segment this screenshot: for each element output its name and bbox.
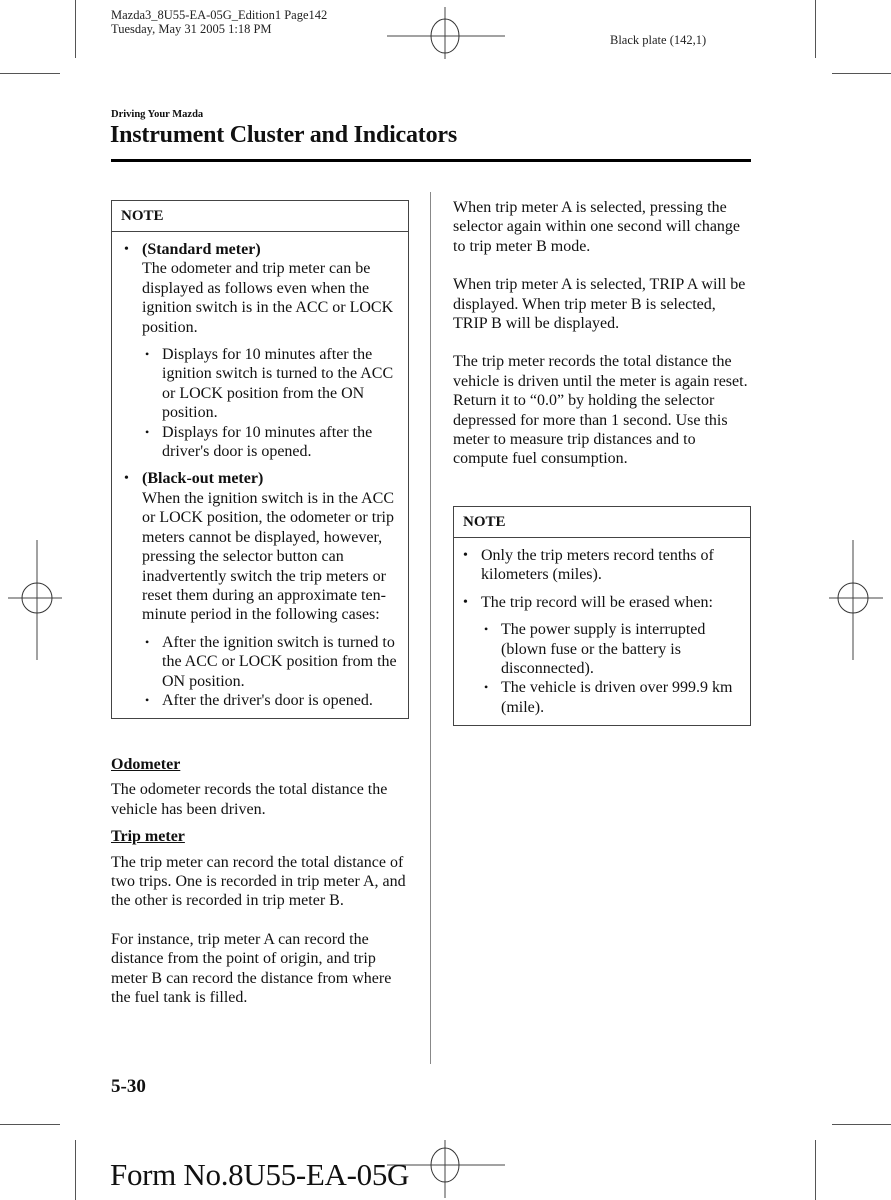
bullet-icon: •	[484, 622, 489, 637]
bullet-icon: •	[145, 692, 150, 707]
note-item-blackout-meter	[124, 469, 398, 710]
trip-meter-paragraph: The trip meter can record the total distance of two trips. One is recorded in trip meter A, and the other is recorded in trip meter B.	[111, 853, 406, 910]
bullet-icon: •	[124, 471, 129, 487]
right-paragraph: When trip meter A is selected, TRIP A will be displayed. When trip meter B is selected, TRIP B will be displayed.	[453, 276, 746, 333]
note-box-meters	[111, 200, 409, 719]
bullet-icon: •	[124, 242, 129, 257]
print-header-plate: Black plate (142,1)	[610, 33, 707, 47]
crop-mark-left-bottom	[0, 1124, 60, 1125]
note-heading: NOTE	[112, 201, 408, 232]
crop-mark-top-left	[75, 0, 76, 58]
bullet-icon: •	[463, 548, 468, 563]
print-header-file: Mazda3_8U55-EA-05G_Edition1 Page142	[111, 8, 328, 22]
odometer-text: The odometer records the total distance the vehicle has been driven.	[111, 781, 388, 818]
print-header-date: Tuesday, May 31 2005 1:18 PM	[111, 22, 272, 36]
right-paragraph: The trip meter records the total distance the vehicle is driven until the meter is again reset. Return it to “0.0” by holding the selector depressed for more than 1 second. Use this meter to measure trip distances and to compute fuel consumption.	[453, 353, 748, 468]
trip-meter-heading: Trip meter	[111, 828, 185, 846]
title-rule	[111, 159, 751, 162]
note-sub-item: • After the ignition switch is turned to the ACC or LOCK position from the ON position.	[145, 633, 397, 690]
note-sub-item: • The power supply is interrupted (blown fuse or the battery is disconnected).	[484, 621, 706, 678]
right-body	[453, 198, 753, 469]
odometer-heading: Odometer	[111, 756, 181, 773]
note-sub-item: • Displays for 10 minutes after the ignition switch is turned to the ACC or LOCK position from the ON position.	[145, 346, 394, 422]
section-label: Driving Your Mazda	[111, 109, 204, 120]
crop-mark-left-top	[0, 73, 60, 74]
bullet-icon: •	[145, 347, 150, 362]
note-box-trip-record	[453, 506, 751, 726]
trip-meter-paragraph: For instance, trip meter A can record the distance from the point of origin, and trip meter B can record the distance from where the fuel tank is filled.	[111, 930, 392, 1007]
column-divider	[430, 192, 431, 1064]
note-item: • The trip record will be erased when: • The power supply is interrupted (blown fuse or the battery is disconnected). • The vehicle is driven over 999.9 km (mile).	[463, 593, 740, 717]
bullet-icon: •	[463, 594, 468, 610]
note-body	[112, 232, 408, 718]
crop-mark-right-bottom	[832, 1124, 891, 1125]
note-body	[454, 538, 750, 725]
registration-mark-left-icon	[5, 538, 65, 662]
note-item-standard-meter	[124, 240, 398, 461]
right-paragraph: When trip meter A is selected, pressing the selector again within one second will change to trip meter B mode.	[453, 199, 741, 255]
note-item-title: (Standard meter)	[142, 241, 261, 258]
crop-mark-bottom-left	[75, 1140, 76, 1200]
left-body	[111, 755, 411, 1007]
registration-mark-right-icon	[826, 538, 886, 662]
note-sub-item: • After the driver's door is opened.	[145, 691, 373, 709]
form-number: Form No.8U55-EA-05G	[110, 1157, 410, 1192]
bullet-icon: •	[145, 424, 150, 439]
bullet-icon: •	[484, 680, 489, 695]
page-number: 5-30	[111, 1076, 146, 1097]
crop-mark-top-right	[815, 0, 816, 58]
note-item-text: When the ignition switch is in the ACC or LOCK position, the odometer or trip meters cannot be displayed, however, pressing the selector button can inadvertently switch the trip meters or reset them during an approximate ten-minute period in the following cases:	[142, 489, 394, 624]
crop-mark-right-top	[832, 73, 891, 74]
note-item-text: The odometer and trip meter can be displayed as follows even when the ignition switch is in the ACC or LOCK position.	[142, 260, 394, 336]
note-sub-item: • Displays for 10 minutes after the driver's door is opened.	[145, 423, 373, 461]
note-item: • Only the trip meters record tenths of kilometers (miles).	[463, 547, 714, 584]
note-item-title: (Black-out meter)	[142, 470, 264, 488]
page-title: Instrument Cluster and Indicators	[110, 122, 457, 148]
bullet-icon: •	[145, 634, 150, 649]
note-heading: NOTE	[454, 507, 750, 538]
crop-mark-bottom-right	[815, 1140, 816, 1200]
note-sub-item: • The vehicle is driven over 999.9 km (mile).	[484, 679, 733, 716]
registration-mark-top-icon	[385, 5, 507, 61]
